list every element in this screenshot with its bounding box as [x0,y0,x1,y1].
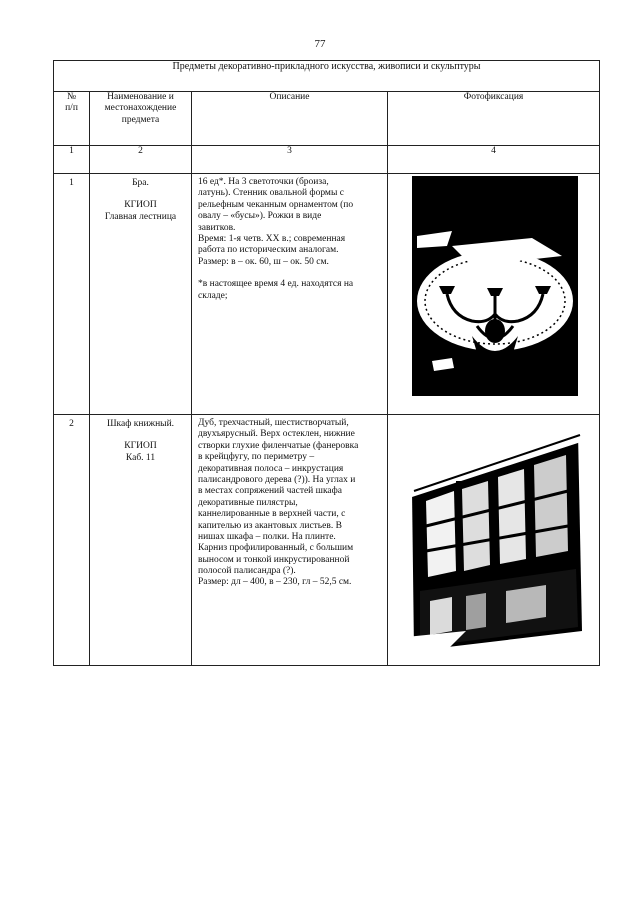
item-location-room: Главная лестница [104,211,177,222]
header-photo: Фотофиксация [388,92,600,146]
column-number: 4 [388,146,600,174]
row-number: 2 [54,415,90,666]
header-name: Наименование и местонахождение предмета [90,92,192,146]
table-row [54,415,600,666]
item-name-cell [90,174,192,415]
header-row [54,92,600,146]
wall-sconce-photo [412,176,578,396]
item-photo-cell [388,174,600,415]
column-number: 1 [54,146,90,174]
header-num: № п/п [54,92,90,146]
item-name: Шкаф книжный. [106,419,175,429]
item-photo-cell [388,415,600,666]
table-title-row [54,61,600,92]
item-location-org: КГИОП [124,200,157,211]
item-location-room: Каб. 11 [125,452,156,463]
bookcase-photo [406,431,586,651]
column-number-row [54,146,600,174]
item-location-org: КГИОП [124,441,157,452]
table-row [54,174,600,415]
header-desc: Описание [192,92,388,146]
page-number: 77 [314,38,326,50]
column-number: 2 [90,146,192,174]
row-number: 1 [54,174,90,415]
column-number: 3 [192,146,388,174]
table-title: Предметы декоративно-прикладного искусства, живописи и скульптуры [54,61,600,92]
inventory-table [53,60,600,666]
description-lines: Дуб, трехчастный, шестистворчатый, двухъярусный. Верх остеклен, нижние створки глухие филенчатые (фанеровка в крейцфугу, по периметру – декоративная полоса – инкрустация палисандрового дерева (?)). На углах и в местах сопряжений частей шкафа декоративные пилястры, каннелированные в верхней части, с капителью из акантовых листьев. В нишах шкафа – полки. На плинте. Карниз профилированный, с большим выносом и тонкой инкрустированной полосой палисандра (?). Размер: дл – 400, в – 230, гл – 52,5 см. [198,418,359,588]
item-name-cell [90,415,192,666]
description-lines: 16 ед*. На 3 светоточки (броиза, латунь). Стенник овальной формы с рельефным чеканным орнаментом (по овалу – «бусы»). Рожки в виде завитков. Время: 1-я четв. XX в.; современная работа по историческим аналогам. Размер: в – ок. 60, ш – ок. 50 см. *в настоящее время 4 ед. находятся на складе; [198,177,354,301]
item-name: Бра. [132,178,149,188]
item-description [192,174,388,415]
item-description [192,415,388,666]
